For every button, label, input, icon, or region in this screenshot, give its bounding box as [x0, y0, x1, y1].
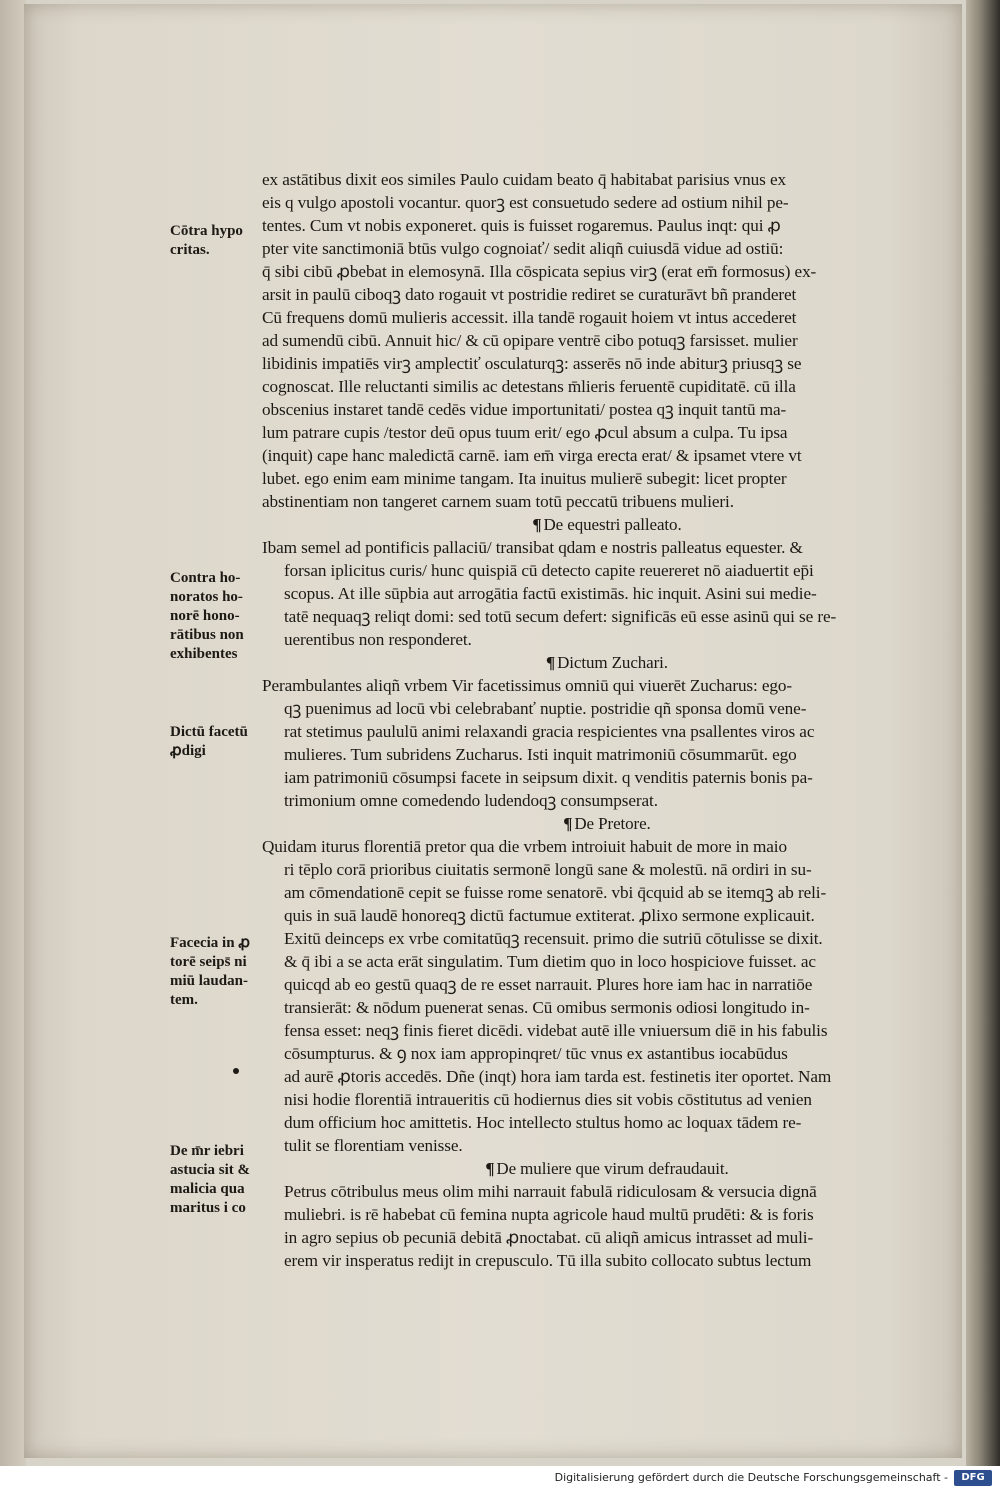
text-line: pter vite sanctimoniā btūs vulgo cognoiať/ sedit aliqñ cuiusdā vidue ad ostiū:	[262, 239, 784, 258]
text-line: arsit in paulū ciboqꝫ dato rogauit vt postridie rediret se curaturāvt bñ pranderet	[262, 285, 797, 304]
marginal-note-contra-honoratos	[170, 569, 262, 664]
text-line: dum officium hoc amittetis. Hoc intellecto stultus homo ac loquax tādem re-	[284, 1113, 802, 1132]
marginal-note-line: De m̄r iebri	[170, 1143, 244, 1159]
text-line: nisi hodie florentiā intraueritis cū hodiernus dies sit vobis cōstitutus ad venien	[284, 1090, 812, 1109]
pilcrow-icon: ¶	[485, 1159, 495, 1178]
marginal-note-line: noratos ho-	[170, 589, 243, 605]
section-heading	[262, 651, 952, 674]
text-line: erem vir insperatus redijt in crepusculo. Tū illa subito collocato subtus lectum	[284, 1251, 812, 1270]
footer-bar	[0, 1466, 1000, 1493]
text-line: trimonium omne comedendo ludendoqꝫ consumpserat.	[284, 791, 658, 810]
text-line: tulit se florentiam venisse.	[284, 1136, 463, 1155]
text-line: transierāt: & nōdum puenerat senas. Cū omibus sermonis odiosi longitudo in-	[284, 998, 810, 1017]
text-line: lum patrare cupis /testor deū opus tuum erit/ ego ꝓcul absum a culpa. Tu ipsa	[262, 423, 788, 442]
text-line: cognoscat. Ille reluctanti similis ac detestans m̄lieris feruentē cupiditatē. cū illa	[262, 377, 796, 396]
text-line: muliebri. is rē habebat cū femina nupta agricole haud multū prudēti: & is foris	[284, 1205, 814, 1224]
text-line: forsan iplicitus curis/ hunc quispiā cū detecto capite reuereret nō aiaduertit ep̄i	[284, 561, 814, 580]
text-line: qꝫ puenimus ad locū vbi celebrabanť nuptie. postridie qñ sponsa domū vene-	[284, 699, 807, 718]
page-edge	[0, 0, 26, 1466]
text-line: uerentibus non responderet.	[284, 630, 472, 649]
marginal-note-line: critas.	[170, 242, 210, 258]
binding-edge	[966, 0, 1000, 1466]
text-line: scopus. At ille sūpbia aut arrogātia factū existimās. hic inquit. Asini sui medie-	[284, 584, 817, 603]
marginal-note-line: Cōtra hypo	[170, 223, 243, 239]
text-line: lubet. ego enim eam minime tangam. Ita inuitus mulierē subegit: licet propter	[262, 469, 787, 488]
text-line: Ibam semel ad pontificis pallaciū/ transibat qdam e nostris palleatus equester. &	[262, 538, 803, 557]
funding-credit: Digitalisierung gefördert durch die Deutsche Forschungsgemeinschaft -	[554, 1471, 948, 1484]
marginal-note-line: Contra ho-	[170, 570, 241, 586]
dfg-logo: DFG	[954, 1470, 992, 1486]
text-line: iam patrimoniū cōsumpsi facete in seipsum dixit. q venditis paternis bonis pa-	[284, 768, 813, 787]
text-line: obscenius instaret tandē cedēs vidue importunitati/ postea qꝫ inquit tantū ma-	[262, 400, 787, 419]
section-heading-text: De Pretore.	[574, 814, 651, 833]
text-line: rat stetimus paululū animi relaxandi gracia respicientes vna psallentes viros ac	[284, 722, 815, 741]
text-line: eis q vulgo apostoli vocantur. quorꝫ est consuetudo sedere ad ostium nihil pe-	[262, 193, 789, 212]
text-line: ad aurē ꝓtoris accedēs. Dñe (inqt) hora iam tarda est. festinetis iter oportet. Nam	[284, 1067, 832, 1086]
text-line: Exitū deinceps ex vrbe comitatūqꝫ recensuit. primo die sutriū cōtulisse se dixit.	[284, 929, 823, 948]
body-text-column	[262, 168, 952, 1272]
text-line: fensa esset: neqꝫ finis fieret dicēdi. videbat autē ille vniuersum diē in his fabulis	[284, 1021, 828, 1040]
marginal-note-facecia-pretore	[170, 934, 262, 1010]
text-line: quis in suā laudē honoreqꝫ dictū factumue extiterat. ꝓlixo sermone explicauit.	[284, 906, 815, 925]
text-line: mulieres. Tum subridens Zucharus. Isti inquit matrimoniū cōsummarūt. ego	[284, 745, 797, 764]
text-line: Cū frequens domū mulieris accessit. illa tandē rogauit hoiem vt intus accederet	[262, 308, 797, 327]
marginal-note-line: torē seips̄ ni	[170, 954, 247, 970]
marginal-note-dictum-facetum	[170, 723, 262, 761]
text-line: Quidam iturus florentiā pretor qua die vrbem introiuit habuit de more in maio	[262, 837, 787, 856]
text-line: & q̄ ibi a se acta erāt singulatim. Tum dietim quo in loco hospiciove fuisset. ac	[284, 952, 816, 971]
marginal-note-line: rātibus non	[170, 627, 244, 643]
marginal-note-line: Dictū facetū	[170, 724, 248, 740]
text-line: am cōmendationē cepit se fuisse rome senatorē. vbi q̄cquid ab se itemqꝫ ab reli-	[284, 883, 827, 902]
marginal-note-line: norē hono-	[170, 608, 240, 624]
section-heading-text: De muliere que virum defraudauit.	[496, 1159, 729, 1178]
pilcrow-icon: ¶	[532, 515, 542, 534]
section-heading-text: De equestri palleato.	[543, 515, 682, 534]
marginal-note-line: tem.	[170, 992, 198, 1008]
text-line: in agro sepius ob pecuniā debitā ꝓnoctabat. cū aliqñ amicus intrasset ad muli-	[284, 1228, 814, 1247]
text-line: Petrus cōtribulus meus olim mihi narrauit fabulā ridiculosam & versucia dignā	[284, 1182, 817, 1201]
text-line: ri tēplo corā prioribus ciuitatis sermonē longū sane & molestū. nā ordiri in su-	[284, 860, 812, 879]
marginal-note-line: maritus i co	[170, 1200, 246, 1216]
section-heading	[262, 513, 952, 536]
pilcrow-icon: ¶	[546, 653, 556, 672]
marginal-note-de-muliebri-astucia	[170, 1142, 262, 1218]
section-heading-text: Dictum Zuchari.	[557, 653, 668, 672]
text-line: tentes. Cum vt nobis exponeret. quis is fuisset rogaremus. Paulus inqt: qui ꝓ	[262, 216, 781, 235]
text-line: cōsumpturus. & ꝯ nox iam appropinqret/ tūc vnus ex astantibus iocabūdus	[284, 1044, 788, 1063]
section-heading	[262, 812, 952, 835]
text-line: ex astātibus dixit eos similes Paulo cuidam beato q̄ habitabat parisius vnus ex	[262, 170, 786, 189]
marginal-note-line: miū laudan-	[170, 973, 248, 989]
text-line: quicqd ab eo gestū quaqꝫ de re esset narrauit. Plures hore iam hac in narratiōe	[284, 975, 813, 994]
text-line: tatē nequaqꝫ reliqt domi: sed totū secum defert: significās eū esse asinū qui se re-	[284, 607, 837, 626]
marginal-note-contra-hypocritas	[170, 222, 262, 260]
marginal-note-line: malicia qua	[170, 1181, 245, 1197]
text-line: (inquit) cape hanc maledictā carnē. iam em̄ virga erecta erat/ & ipsamet vtere vt	[262, 446, 802, 465]
marginal-note-line: Facecia in ꝓ	[170, 935, 250, 951]
section-heading	[262, 1157, 952, 1180]
marginal-note-line: astucia sit &	[170, 1162, 250, 1178]
ink-dot	[233, 1068, 239, 1074]
text-line: q̄ sibi cibū ꝓbebat in elemosynā. Illa cōspicata sepius virꝫ (erat em̄ formosus) ex-	[262, 262, 817, 281]
pilcrow-icon: ¶	[563, 814, 573, 833]
text-line: abstinentiam non tangeret carnem suam totū peccatū tribuens mulieri.	[262, 492, 734, 511]
marginal-note-line: ꝓdigi	[170, 743, 206, 759]
text-line: ad sumendū cibū. Annuit hic/ & cū opipare ventrē cibo potuqꝫ farsisset. mulier	[262, 331, 798, 350]
marginal-note-line: exhibentes	[170, 646, 238, 662]
text-line: libidinis impatiēs virꝫ amplectiť osculaturqꝫ: asserēs nō inde abiturꝫ priusqꝫ se	[262, 354, 802, 373]
text-line: Perambulantes aliqñ vrbem Vir facetissimus omniū qui viuerēt Zucharus: ego-	[262, 676, 793, 695]
